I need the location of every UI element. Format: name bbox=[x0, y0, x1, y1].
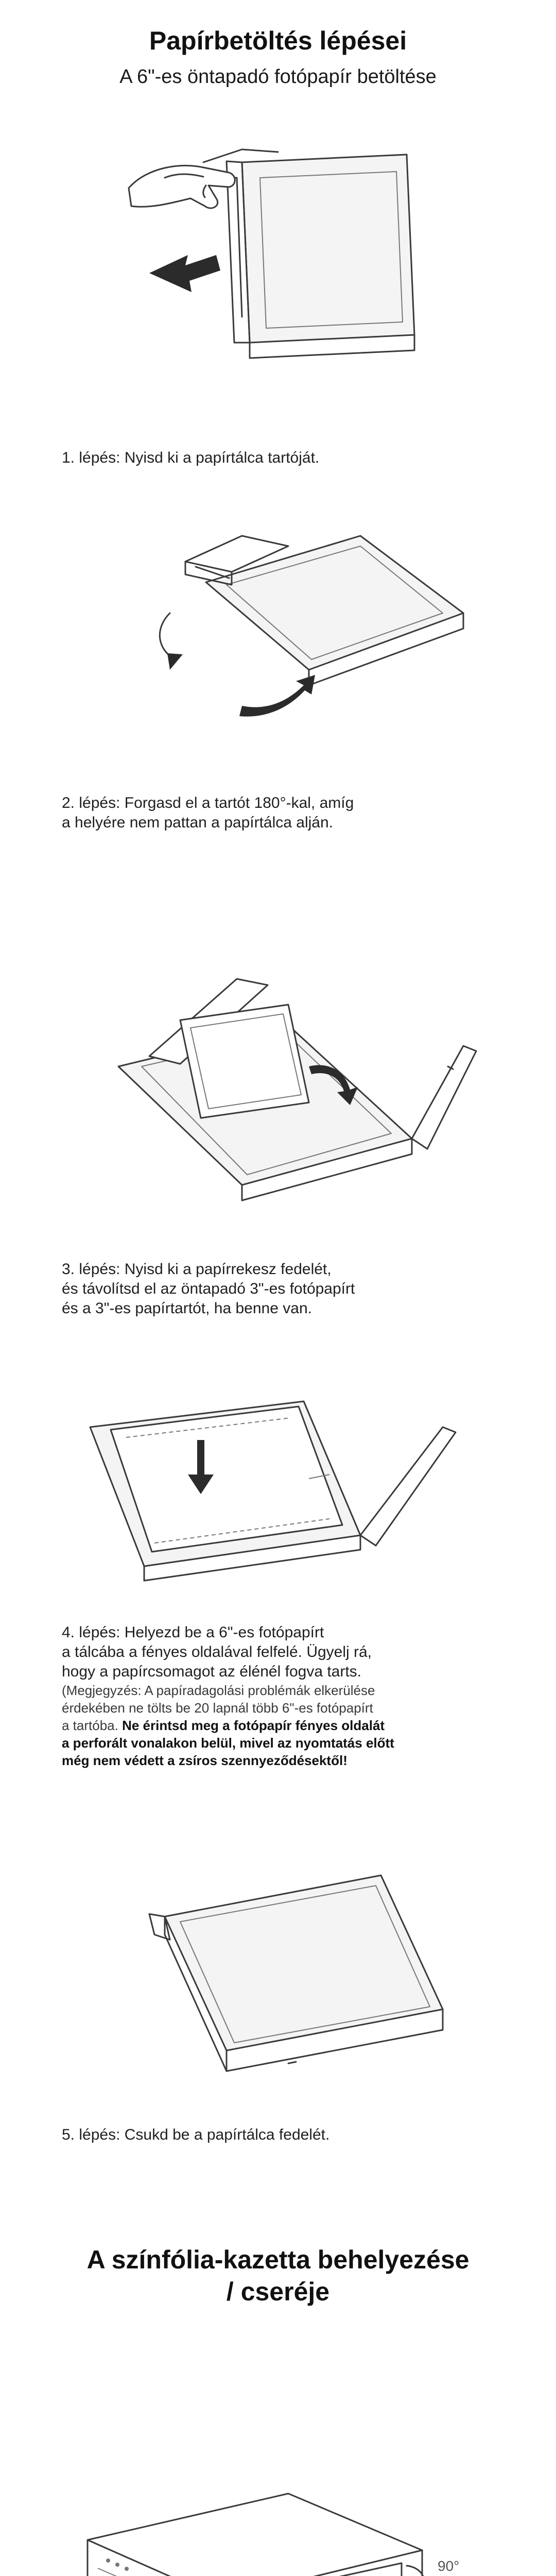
step-text: 4. lépés: Helyezd be a 6"-es fotópapírt bbox=[62, 1624, 324, 1641]
step-text: és távolítsd el az öntapadó 3"-es fotópapírt bbox=[62, 1280, 355, 1297]
rotate-tray-illustration bbox=[0, 489, 556, 778]
open-cartridge-door-illustration bbox=[0, 2463, 556, 2576]
step-text: a helyére nem pattan a papírtálca alján. bbox=[62, 814, 334, 831]
insert-photo-paper-illustration bbox=[0, 1340, 556, 1607]
step5-caption bbox=[62, 2125, 505, 2145]
paper-tray-open-illustration bbox=[0, 100, 556, 415]
section1-subtitle: A 6"-es öntapadó fotópapír betöltése bbox=[119, 66, 437, 88]
step-text: 2. lépés: Forgasd el a tartót 180°-kal, amíg bbox=[62, 794, 354, 811]
step-text: 5. lépés: Csukd be a papírtálca fedelét. bbox=[62, 2126, 330, 2143]
arrow-icon bbox=[149, 255, 220, 292]
step3-caption bbox=[62, 1260, 505, 1318]
hand-icon bbox=[129, 165, 235, 208]
step-text: a tálcába a fényes oldalával felfelé. Ügyelj rá, bbox=[62, 1643, 372, 1660]
close-tray-lid-illustration bbox=[0, 1803, 556, 2102]
section2-title: A színfólia-kazetta behelyezése / cseréje bbox=[86, 2245, 470, 2306]
step-text: 3. lépés: Nyisd ki a papírrekesz fedelét, bbox=[62, 1261, 332, 1278]
step-note-bold: a perforált vonalakon belül, mivel az nyomtatás előtt bbox=[62, 1735, 394, 1751]
angle-label: 90° bbox=[438, 2558, 460, 2574]
step-note: érdekében ne tölts be 20 lapnál több 6"-es fotópapírt bbox=[62, 1700, 373, 1716]
step-text: és a 3"-es papírtartót, ha benne van. bbox=[62, 1300, 312, 1317]
step2-caption bbox=[62, 793, 505, 833]
paper-tray-icon bbox=[185, 536, 463, 685]
paper-tray-icon bbox=[90, 1401, 456, 1581]
printer-icon bbox=[88, 2494, 422, 2576]
paper-tray-icon bbox=[149, 1875, 443, 2071]
step4-caption bbox=[62, 1623, 505, 1769]
step-note-bold: még nem védett a zsíros szennyeződésektől! bbox=[62, 1753, 348, 1768]
open-paper-compartment-illustration bbox=[0, 850, 556, 1242]
step-text: hogy a papírcsomagot az élénél fogva tarts. bbox=[62, 1663, 362, 1680]
step-note: a tartóba. Ne érintsd meg a fotópapír fényes oldalát bbox=[62, 1718, 385, 1733]
paper-tray-icon bbox=[118, 979, 476, 1200]
step1-caption bbox=[62, 448, 505, 468]
step-note: (Megjegyzés: A papíradagolási problémák elkerülése bbox=[62, 1683, 375, 1698]
step-text: 1. lépés: Nyisd ki a papírtálca tartóját. bbox=[62, 449, 320, 466]
section1-title: Papírbetöltés lépései bbox=[149, 26, 407, 55]
